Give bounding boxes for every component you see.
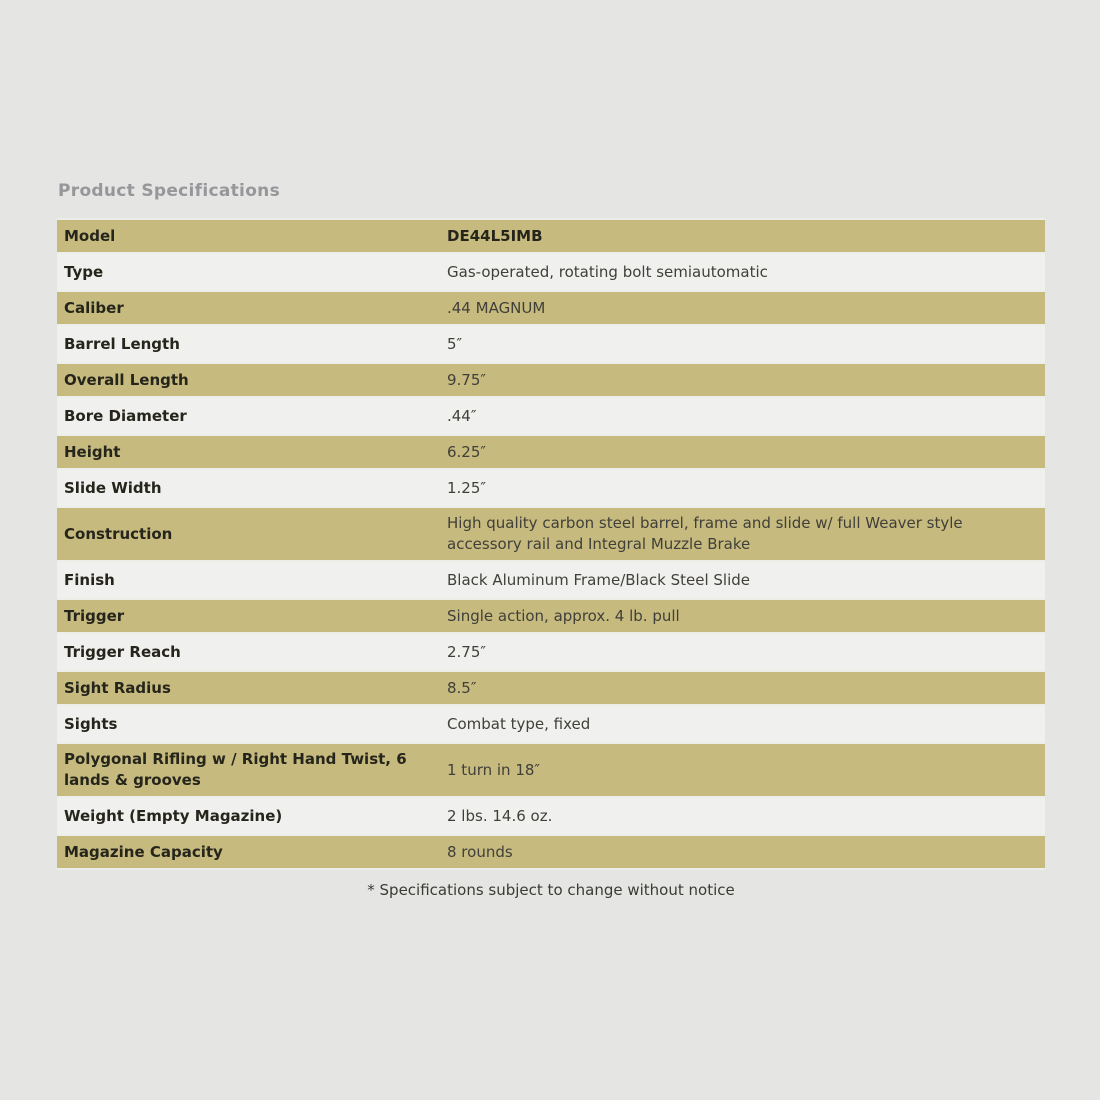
specifications-footnote: * Specifications subject to change without notice <box>367 881 735 899</box>
spec-value: 9.75″ <box>447 370 487 389</box>
spec-value: 8.5″ <box>447 678 477 697</box>
spec-label: Sights <box>64 714 118 733</box>
spec-row-trigger <box>57 598 1045 634</box>
spec-label: Weight (Empty Magazine) <box>64 806 283 825</box>
spec-label: Trigger <box>64 606 125 625</box>
spec-row-construction <box>57 506 1045 562</box>
product-specifications-section <box>57 181 1045 899</box>
spec-label: Trigger Reach <box>64 642 181 661</box>
specifications-table <box>57 218 1045 870</box>
spec-row-type <box>57 254 1045 290</box>
spec-value: DE44L5IMB <box>447 226 543 245</box>
spec-value: 5″ <box>447 334 463 353</box>
spec-row-weight <box>57 798 1045 834</box>
spec-label: Magazine Capacity <box>64 842 223 861</box>
spec-value: 2.75″ <box>447 642 487 661</box>
spec-label: Bore Diameter <box>64 406 187 425</box>
spec-row-overall-length <box>57 362 1045 398</box>
spec-label: Sight Radius <box>64 678 171 697</box>
spec-label: Model <box>64 226 116 245</box>
spec-label: Finish <box>64 570 115 589</box>
spec-label: Height <box>64 442 121 461</box>
spec-label: Caliber <box>64 298 124 317</box>
spec-value: 1.25″ <box>447 478 487 497</box>
spec-value: 6.25″ <box>447 442 487 461</box>
spec-value: Combat type, fixed <box>447 714 591 733</box>
spec-label: Polygonal Rifling w / Right Hand Twist, 6 lands & grooves <box>64 750 407 789</box>
spec-row-finish <box>57 562 1045 598</box>
spec-row-trigger-reach <box>57 634 1045 670</box>
spec-value: 2 lbs. 14.6 oz. <box>447 806 553 825</box>
spec-row-sight-radius <box>57 670 1045 706</box>
spec-row-barrel-length <box>57 326 1045 362</box>
spec-label: Slide Width <box>64 478 162 497</box>
spec-label: Barrel Length <box>64 334 180 353</box>
spec-row-magazine-capacity <box>57 834 1045 870</box>
spec-value: High quality carbon steel barrel, frame and slide w/ full Weaver style accessory rail and Integral Muzzle Brake <box>447 514 963 553</box>
spec-label: Type <box>64 262 104 281</box>
spec-row-sights <box>57 706 1045 742</box>
spec-label: Overall Length <box>64 370 189 389</box>
spec-value: .44″ <box>447 406 477 425</box>
spec-value: 1 turn in 18″ <box>447 760 541 779</box>
spec-value: .44 MAGNUM <box>447 298 546 317</box>
spec-row-model <box>57 218 1045 254</box>
spec-value: 8 rounds <box>447 842 513 861</box>
spec-row-bore-diameter <box>57 398 1045 434</box>
spec-row-slide-width <box>57 470 1045 506</box>
spec-row-rifling <box>57 742 1045 798</box>
page-title: Product Specifications <box>58 181 280 201</box>
spec-row-height <box>57 434 1045 470</box>
spec-label: Construction <box>64 524 173 543</box>
spec-value: Gas-operated, rotating bolt semiautomatic <box>447 262 768 281</box>
spec-value: Single action, approx. 4 lb. pull <box>447 606 680 625</box>
spec-value: Black Aluminum Frame/Black Steel Slide <box>447 570 751 589</box>
spec-row-caliber <box>57 290 1045 326</box>
